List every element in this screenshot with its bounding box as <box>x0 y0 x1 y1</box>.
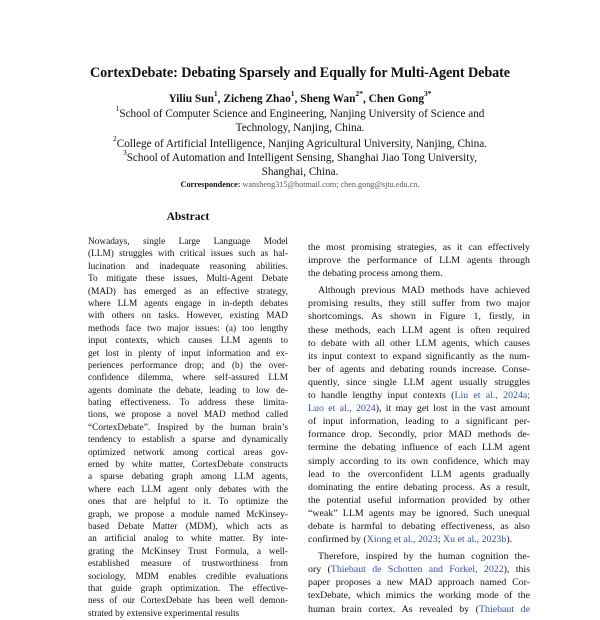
abstract-line: methods face two major issues: (a) too lengthy <box>88 323 288 334</box>
paper-title: CortexDebate: Debating Sparsely and Equally for Multi-Agent Debate <box>90 65 510 81</box>
abstract-line: sociology, MDM enables credible evaluations <box>88 571 288 582</box>
body-line: texDebate, which mimics the working mode of the <box>308 590 530 602</box>
body-line: dominating the entire debating process. As a result, <box>308 481 530 493</box>
body-line: lead to the overconfident LLM agents gradually <box>308 468 530 480</box>
correspondence-label: Correspondence: <box>180 180 241 189</box>
correspondence-emails: wansheng315@hotmail.com; chen.gong@sjtu.edu.cn. <box>242 180 420 189</box>
body-line: simply according to its own confidence, which may <box>308 455 530 467</box>
abstract-line: erned by white matter, CortexDebate constructs <box>88 460 288 471</box>
body-line: of input information, leading to a significant per- <box>308 416 530 428</box>
body-line: promising results, they still suffer from two major <box>308 298 530 310</box>
body-line: human brain cortex. As revealed by (Thiebaut de <box>308 603 531 615</box>
abstract-line: tions, we propose a novel MAD method called <box>88 410 288 421</box>
abstract-line: (LLM) struggles with critical issues such as hal- <box>88 249 288 260</box>
body-line: these methods, each LLM agent is often required <box>308 324 530 336</box>
body-line: formance drop. Secondly, prior MAD methods de- <box>308 429 530 441</box>
abstract-heading: Abstract <box>166 211 210 223</box>
abstract-line: get lost in plenty of input information and ex- <box>88 348 288 359</box>
abstract-line: input contexts, which causes LLM agents to <box>88 336 288 347</box>
body-line: ber of agents and debating rounds increase. Conse- <box>308 363 530 375</box>
correspondence-line <box>0 180 600 190</box>
author-list <box>0 89 600 106</box>
body-line: confirmed by (Xiong et al., 2023; Xu et al., 2023b). <box>308 534 513 546</box>
body-line: to debate with all other LLM agents, which causes <box>308 337 530 349</box>
citation-link[interactable]: Luo et al., 2024 <box>308 403 376 415</box>
body-line: debate is harmful to debating effectiveness, as also <box>308 520 530 532</box>
abstract-line: grating the McKinsey Trust Formula, a well- <box>88 546 288 557</box>
body-line: the potential useful information provided by other <box>308 494 530 506</box>
body-line: paper proposes a new MAD approach named Cor- <box>308 577 530 589</box>
abstract-line: where each LLM agent only debates with the <box>88 484 288 495</box>
abstract-body <box>88 236 288 620</box>
intro-body <box>308 241 530 616</box>
abstract-line: ness of our CortexDebate has been well demon- <box>88 596 288 607</box>
abstract-line: tendency to establish a sparse and dynamically <box>88 435 288 446</box>
citation-link[interactable]: Thiebaut de Schotten and Forkel, 2022 <box>330 564 504 576</box>
abstract-line: optimized network among cortical areas gov- <box>88 447 288 458</box>
author: Yiliu Sun$^1$, <box>168 89 224 105</box>
citation-link[interactable]: Liu et al., 2024a; <box>454 390 531 402</box>
body-line: termine the debating influence of each LLM agent <box>308 442 530 454</box>
body-line: to handle lengthy input contexts (Liu et al., 2024a; <box>308 390 531 402</box>
body-line: the most promising strategies, as it can effectively <box>308 242 530 253</box>
abstract-line: (MAD) has emerged as an effective strategy, <box>88 286 288 297</box>
citation-link[interactable]: Thiebaut de <box>478 603 531 615</box>
body-line: improve the performance of LLM agents through <box>308 255 530 267</box>
body-line: its input context to expand significantly as the num- <box>308 350 530 362</box>
body-line: Therefore, inspired by the human cognition the- <box>318 551 530 563</box>
abstract-line: agents dominate the debate, leading to low de- <box>88 385 288 396</box>
abstract-line: graph, we propose a module named McKinsey- <box>88 509 288 520</box>
body-line: Luo et al., 2024), it may get lost in the vast amount <box>308 403 530 415</box>
abstract-line: lucination and inadequate reasoning abilities. <box>88 261 288 272</box>
abstract-line: Nowadays, single Large Language Model <box>88 237 288 247</box>
body-line: the debating process among them. <box>308 268 443 280</box>
affiliation-2: $^2$College of Artificial Intelligence, Nanjing Agricultural University, Nanjing, China. <box>113 134 487 150</box>
abstract-line: strated by extensive experimental results <box>88 608 240 619</box>
body-line: Although previous MAD methods have achieved <box>318 285 530 297</box>
author: Zicheng Zhao$^1$, <box>223 89 301 105</box>
abstract-line: based Debate Matter (MDM), which acts as <box>88 521 288 532</box>
citation-link[interactable]: Xiong et al., 2023 <box>366 534 438 546</box>
author: Sheng Wan$^{2*}$, <box>300 89 369 105</box>
abstract-line: an artificial analog to white matter. By inte- <box>88 534 288 545</box>
abstract-line: bating effectiveness. To address these limita- <box>88 398 288 409</box>
abstract-line: “CortexDebate”. Inspired by the human brain’s <box>88 422 288 433</box>
body-line: shortcomings. As shown in Figure 1, firstly, in <box>308 311 530 323</box>
abstract-line: that guide graph optimization. The effective- <box>88 583 288 594</box>
abstract-line: where LLM agents engage in in-depth debates <box>88 298 288 309</box>
affiliation-1: $^1$School of Computer Science and Engineering, Nanjing University of Science and Technology, Nanjing, China. <box>115 104 485 134</box>
abstract-line: established measure of trustworthiness from <box>88 559 288 570</box>
author: Chen Gong$^{3*}$ <box>368 89 432 105</box>
abstract-line: a sparse debating graph among LLM agents, <box>88 472 288 483</box>
body-line: “weak” LLM agents may be ignored. Such unequal <box>308 507 530 519</box>
citation-link[interactable]: Xu et al., 2023b <box>442 534 507 546</box>
abstract-line: ones that are helpful to it. To optimize the <box>88 497 288 508</box>
body-line: ory (Thiebaut de Schotten and Forkel, 2022), this <box>308 564 530 576</box>
abstract-line: To mitigate these issues, Multi-Agent Debate <box>88 274 288 285</box>
abstract-line: periences performance drop; and (b) the over- <box>88 360 288 371</box>
body-line: quently, since single LLM agent usually struggles <box>308 376 530 388</box>
abstract-line: confidence dilemma, where self-assured LLM <box>88 373 288 384</box>
affiliation-3: $^3$School of Automation and Intelligent Sensing, Shanghai Jiao Tong University, Shanghai, China. <box>122 148 478 178</box>
abstract-line: with others on tasks. However, existing MAD <box>88 311 288 322</box>
